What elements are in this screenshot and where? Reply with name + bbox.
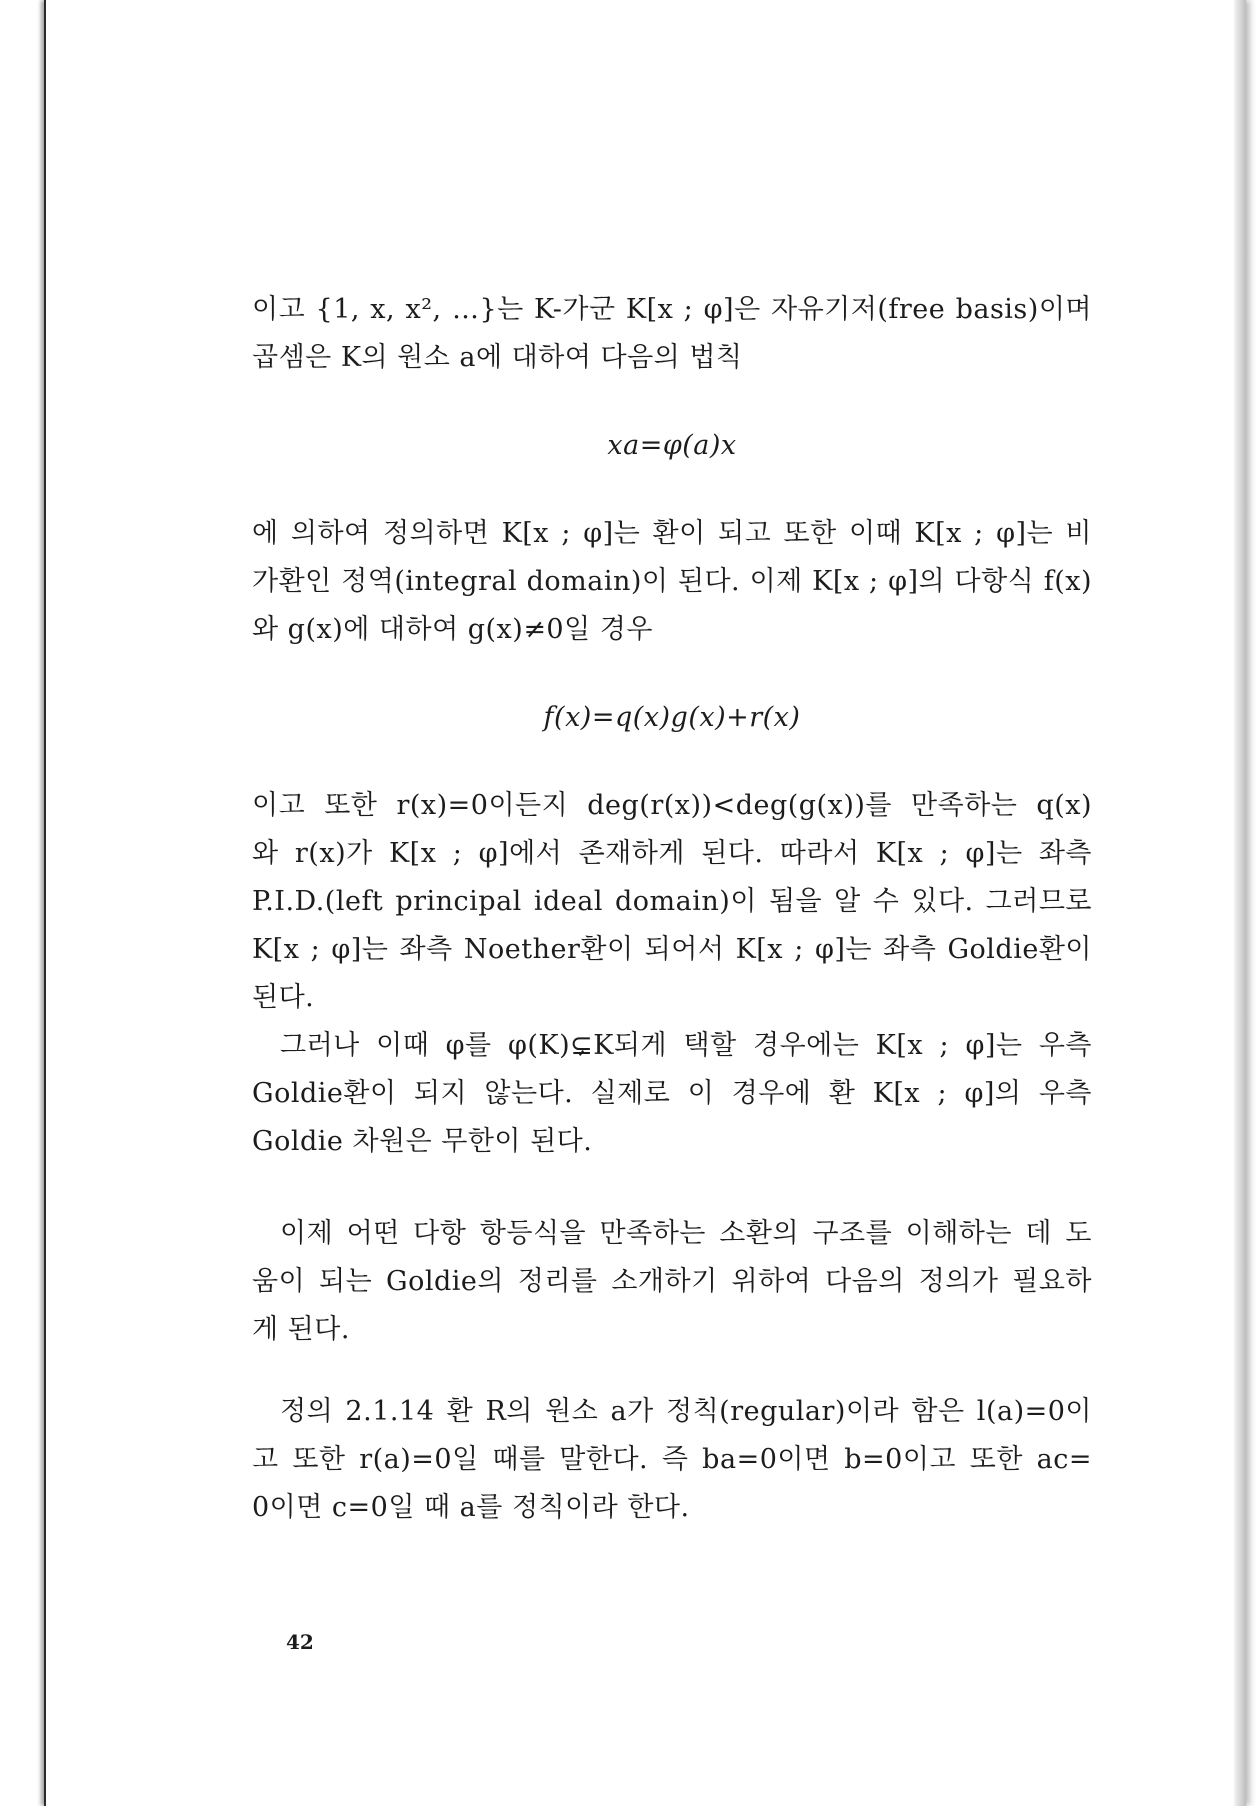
equation-2: f(x)=q(x)g(x)+r(x) — [543, 702, 801, 733]
paragraph-1 — [252, 286, 1092, 382]
text-line: 된다. — [252, 982, 315, 1013]
text-line: 이제 어떤 다항 항등식을 만족하는 소환의 구조를 이해하는 데 도 — [280, 1218, 1092, 1249]
text-line: 정의 2.1.14 환 R의 원소 a가 정칙(regular)이라 함은 l(a)=0이 — [280, 1396, 1092, 1427]
text-line: 게 된다. — [252, 1314, 350, 1345]
text-line: 움이 되는 Goldie의 정리를 소개하기 위하여 다음의 정의가 필요하 — [252, 1266, 1092, 1297]
text-line: 와 r(x)가 K[x ; φ]에서 존재하게 된다. 따라서 K[x ; φ]는 좌측 — [252, 838, 1092, 869]
text-line: 에 의하여 정의하면 K[x ; φ]는 환이 되고 또한 이때 K[x ; φ]는 비 — [252, 518, 1092, 549]
text-line: P.I.D.(left principal ideal domain)이 됨을 알 수 있다. 그러므로 — [252, 886, 1092, 917]
text-line: 곱셈은 K의 원소 a에 대하여 다음의 법칙 — [252, 342, 743, 373]
text-line: 이고 또한 r(x)=0이든지 deg(r(x))<deg(g(x))를 만족하는 q(x) — [252, 790, 1092, 821]
paragraph-4 — [252, 1022, 1092, 1166]
definition-2-1-14 — [252, 1388, 1092, 1532]
text-line: 가환인 정역(integral domain)이 된다. 이제 K[x ; φ]의 다항식 f(x) — [252, 566, 1092, 597]
page-body — [252, 286, 1092, 1532]
paragraph-5 — [252, 1210, 1092, 1354]
text-line: K[x ; φ]는 좌측 Noether환이 되어서 K[x ; φ]는 좌측 Goldie환이 — [252, 934, 1092, 965]
text-line: 와 g(x)에 대하여 g(x)≠0일 경우 — [252, 614, 653, 645]
text-line: 0이면 c=0일 때 a를 정칙이라 한다. — [252, 1492, 690, 1523]
paragraph-2 — [252, 510, 1092, 654]
paragraph-3 — [252, 782, 1092, 1022]
page-edge-shadow — [1234, 0, 1246, 1806]
text-line: Goldie 차원은 무한이 된다. — [252, 1126, 593, 1157]
page-number: 42 — [286, 1630, 314, 1654]
text-line: 그러나 이때 φ를 φ(K)⊊K되게 택할 경우에는 K[x ; φ]는 우측 — [280, 1030, 1092, 1061]
equation-1: xa=φ(a)x — [607, 430, 737, 461]
text-line: Goldie환이 되지 않는다. 실제로 이 경우에 환 K[x ; φ]의 우측 — [252, 1078, 1092, 1109]
text-line: 이고 {1, x, x², …}는 K-가군 K[x ; φ]은 자유기저(free basis)이며 — [252, 294, 1092, 325]
text-line: 고 또한 r(a)=0일 때를 말한다. 즉 ba=0이면 b=0이고 또한 ac= — [252, 1444, 1092, 1475]
